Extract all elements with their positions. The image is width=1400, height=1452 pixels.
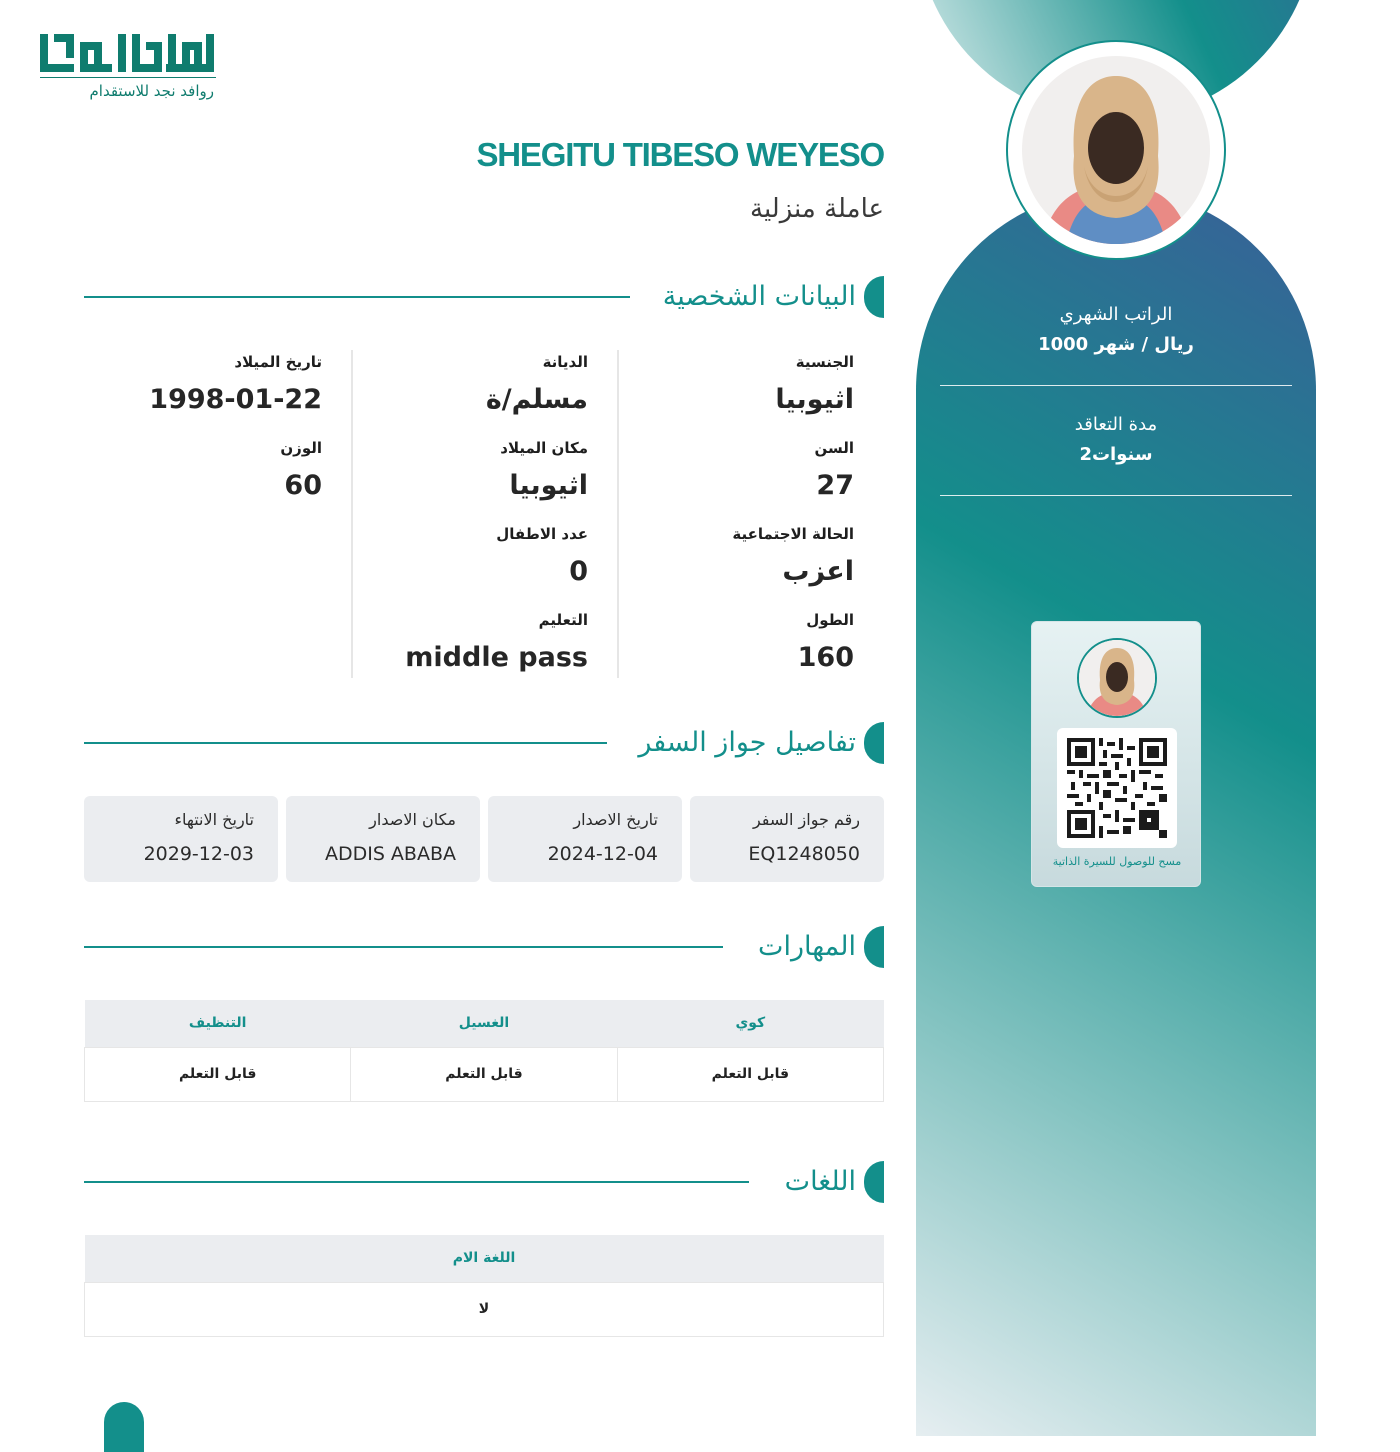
candidate-photo-icon: [1022, 56, 1210, 244]
passport-section-header: [84, 722, 884, 764]
section-line: [84, 1181, 749, 1183]
field-value: اثيوبيا: [509, 470, 588, 501]
field-value: 160: [797, 642, 854, 673]
card-value: 2024-12-04: [547, 843, 658, 865]
qr-caption: مسح للوصول للسيرة الذاتية: [1052, 855, 1182, 868]
field-value: 27: [816, 470, 854, 501]
contract-block: [940, 414, 1292, 466]
table-header-cell: اللغة الام: [85, 1235, 884, 1282]
passport-issue-place-card: [286, 796, 480, 882]
field-education: [348, 610, 588, 676]
field-label: التعليم: [538, 611, 588, 629]
logo-underline: [40, 77, 216, 78]
field-label: عدد الاطفال: [496, 525, 588, 543]
table-cell: لا: [85, 1282, 884, 1336]
section-tab: [864, 926, 884, 968]
qr-card[interactable]: [1031, 621, 1201, 887]
field-label: السن: [814, 439, 854, 457]
card-value: EQ1248050: [748, 843, 860, 865]
field-birth-date: [82, 352, 322, 418]
footer-tab: [104, 1402, 144, 1452]
qr-avatar: [1077, 638, 1157, 718]
card-label: تاريخ الاصدار: [573, 810, 658, 829]
personal-section-header: [84, 276, 884, 318]
passport-issue-date-card: [488, 796, 682, 882]
field-weight: [82, 438, 322, 504]
field-value: middle pass: [405, 642, 588, 673]
field-children: [348, 524, 588, 590]
skills-section-title: المهارات: [758, 931, 856, 962]
table-row: [85, 1282, 884, 1336]
candidate-photo-frame: [1006, 40, 1226, 260]
skills-section-header: [84, 926, 884, 968]
rawafed-najd-kufic-logo-icon: [40, 32, 216, 76]
table-header-cell: الغسيل: [351, 1000, 617, 1047]
card-label: رقم جواز السفر: [752, 810, 860, 829]
field-value: مسلم/ة: [485, 384, 588, 415]
section-line: [84, 296, 630, 298]
field-label: مكان الميلاد: [500, 439, 588, 457]
field-value: 60: [284, 470, 322, 501]
candidate-thumbnail-icon: [1079, 640, 1155, 716]
contract-value: 2سنوات: [1079, 444, 1153, 465]
skills-table: [84, 1000, 884, 1102]
languages-section-header: [84, 1161, 884, 1203]
section-tab: [864, 1161, 884, 1203]
card-label: مكان الاصدار: [369, 810, 456, 829]
field-age: [614, 438, 854, 504]
card-value: ADDIS ABABA: [324, 843, 456, 865]
field-religion: [348, 352, 588, 418]
card-value: 2029-12-03: [143, 843, 254, 865]
field-label: الوزن: [280, 439, 322, 457]
contract-label: مدة التعاقد: [1074, 414, 1158, 435]
field-birth-place: [348, 438, 588, 504]
salary-label: الراتب الشهري: [1059, 304, 1173, 325]
table-header-row: [85, 1000, 884, 1047]
passport-number-card: [690, 796, 884, 882]
field-height: [614, 610, 854, 676]
section-tab: [864, 722, 884, 764]
salary-value: 1000 ريال / شهر: [1038, 334, 1194, 355]
field-label: الحالة الاجتماعية: [732, 525, 854, 543]
field-label: تاريخ الميلاد: [234, 353, 322, 371]
side-divider: [940, 495, 1292, 496]
table-cell: قابل التعلم: [617, 1047, 883, 1101]
languages-section-title: اللغات: [784, 1166, 856, 1197]
field-label: الجنسية: [795, 353, 854, 371]
personal-section-title: البيانات الشخصية: [662, 281, 856, 312]
candidate-name: SHEGITU TIBESO WEYESO: [476, 136, 884, 173]
passport-expiry-card: [84, 796, 278, 882]
field-value: اثيوبيا: [775, 384, 854, 415]
field-value: 1998-01-22: [149, 384, 322, 415]
field-nationality: [614, 352, 854, 418]
table-header-row: [85, 1235, 884, 1282]
field-value: اعزب: [782, 556, 854, 587]
section-tab: [864, 276, 884, 318]
company-logo: [40, 32, 216, 104]
table-cell: قابل التعلم: [85, 1047, 351, 1101]
qr-code-icon: [1067, 738, 1167, 838]
languages-table: [84, 1235, 884, 1337]
field-value: 0: [569, 556, 588, 587]
field-label: الطول: [806, 611, 854, 629]
field-marital-status: [614, 524, 854, 590]
field-label: الديانة: [542, 353, 588, 371]
salary-block: [940, 304, 1292, 356]
table-cell: قابل التعلم: [351, 1047, 617, 1101]
company-name: روافد نجد للاستقدام: [89, 82, 214, 100]
table-header-cell: كوي: [617, 1000, 883, 1047]
card-label: تاريخ الانتهاء: [174, 810, 254, 829]
section-line: [84, 946, 723, 948]
table-row: [85, 1047, 884, 1101]
table-header-cell: التنظيف: [85, 1000, 351, 1047]
qr-code[interactable]: [1057, 728, 1177, 848]
side-divider: [940, 385, 1292, 386]
passport-section-title: تفاصيل جواز السفر: [638, 727, 856, 758]
section-line: [84, 742, 607, 744]
job-title: عاملة منزلية: [750, 194, 884, 224]
